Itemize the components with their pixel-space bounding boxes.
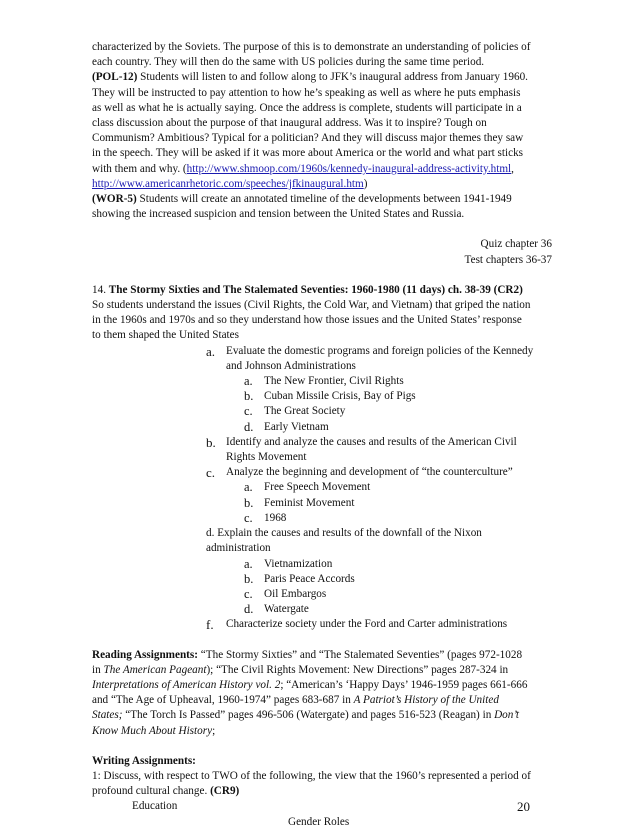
document-page — [92, 40, 552, 830]
outline-item — [206, 344, 552, 374]
sub-list-text: Paris Peace Accords — [264, 572, 355, 585]
text-line: each country. They will then do the same with US policies during the same time period. — [92, 56, 485, 69]
text-line: characterized by the Soviets. The purpose of this is to demonstrate an understanding of policies of — [92, 41, 531, 53]
sub-list-item — [244, 572, 552, 587]
reading-line — [92, 724, 552, 739]
sub-list-item — [244, 374, 552, 389]
reading-line — [92, 693, 552, 708]
sub-list-text: Feminist Movement — [264, 496, 355, 509]
text-line: They will be instructed to pay attention to how he’s speaking as well as where he puts emphasis — [92, 86, 521, 99]
writing-heading — [92, 754, 552, 769]
page-number: 20 — [517, 799, 530, 814]
text-line: Students will create an annotated timeline of the developments between 1941-1949 — [136, 193, 512, 206]
sub-list-text: Oil Embargos — [264, 587, 327, 600]
sub-list-text: Cuban Missile Crisis, Bay of Pigs — [264, 390, 416, 403]
sub-list-marker: b. — [244, 495, 254, 510]
reading-line — [92, 678, 552, 693]
quiz-label: Quiz chapter 36 — [480, 238, 552, 251]
text-line: in the 1960s and 1970s and so they understand how those issues and the United States’ response — [92, 314, 522, 327]
writing-heading-text: Writing Assignments: — [92, 754, 196, 767]
text-line: administration — [206, 542, 271, 555]
outline-text: Analyze the beginning and development of “the counterculture” — [226, 466, 513, 479]
outline-marker: c. — [206, 465, 216, 481]
text-fragment: ; “American’s ‘Happy Days’ 1946-1959 pages 661-666 — [280, 678, 528, 691]
sub-list — [244, 480, 552, 526]
book-title: The American Pageant — [103, 663, 207, 676]
outline-text — [226, 344, 552, 374]
sub-list-item — [244, 602, 552, 617]
text-line: Students will listen to and follow along to JFK’s inaugural address from January 1960. — [137, 71, 528, 84]
sub-list-text: Vietnamization — [264, 557, 333, 570]
wor5-tag: (WOR-5) — [92, 193, 137, 206]
book-title: A Patriot’s History of the United — [353, 694, 499, 707]
text-line: class discussion about the purpose of that inaugural address. Was it to inspire? Tough on — [92, 117, 487, 130]
text-fragment: “The Torch Is Passed” pages 496-506 (Watergate) and pages 516-523 (Reagan) in — [122, 709, 495, 722]
outline-marker: f. — [206, 617, 214, 633]
sub-list-item — [244, 496, 552, 511]
sub-list-text: Early Vietnam — [264, 420, 329, 433]
sub-list-marker: c. — [244, 404, 253, 419]
sub-list-text: 1968 — [264, 511, 287, 524]
text-line: showing the increased suspicion and tension between the United States and Russia. — [92, 208, 465, 221]
sub-list-marker: b. — [244, 389, 254, 404]
sub-list — [244, 374, 552, 435]
text-line: Rights Movement — [226, 451, 307, 464]
text-line: So students understand the issues (Civil Rights, the Cold War, and Vietnam) that griped the nation — [92, 299, 531, 312]
text-fragment: ) — [363, 177, 368, 190]
outline-item — [206, 617, 552, 632]
writing-option-gender-roles: Gender Roles — [288, 815, 350, 828]
shmoop-link[interactable]: http://www.shmoop.com/1960s/kennedy-inaugural-address-activity.html — [186, 162, 512, 175]
text-line: Evaluate the domestic programs and foreign policies of the Kennedy — [226, 344, 534, 357]
unit-number: 14. — [92, 283, 109, 296]
text-line — [92, 784, 552, 799]
sub-list-marker: c. — [244, 510, 253, 525]
sub-list-marker: d. — [244, 602, 254, 617]
pol12-tag: (POL-12) — [92, 71, 138, 84]
text-fragment: “The Stormy Sixties” and “The Stalemated Seventies” (pages 972-1028 — [198, 648, 523, 661]
sub-list-marker: c. — [244, 586, 253, 601]
sub-list-item — [244, 511, 552, 526]
text-fragment: ; — [212, 724, 216, 737]
wor5-paragraph — [92, 192, 552, 207]
sub-list-marker: b. — [244, 571, 254, 586]
sub-list-text: The New Frontier, Civil Rights — [264, 375, 404, 388]
sub-list-item — [244, 420, 552, 435]
book-title: Don’t — [494, 709, 519, 722]
reading-line — [92, 708, 552, 723]
cr9-tag: (CR9) — [210, 785, 240, 798]
text-line: d. Explain the causes and results of the downfall of the Nixon — [206, 527, 482, 540]
outline-text: Characterize society under the Ford and Carter administrations — [226, 618, 508, 631]
text-line — [92, 162, 552, 177]
pol12-paragraph — [92, 70, 552, 85]
objectives-outline — [206, 344, 552, 633]
outline-marker: b. — [206, 434, 216, 450]
reading-line — [92, 663, 552, 678]
text-line: and Johnson Administrations — [226, 359, 356, 372]
sub-list-item — [244, 389, 552, 404]
outline-item — [206, 465, 552, 480]
text-line: in the speech. They will be asked if it was more about America or the world and what part sticks — [92, 147, 524, 160]
text-fragment: , — [511, 162, 514, 175]
book-title: States; — [92, 709, 123, 722]
sub-list-text: Watergate — [264, 603, 309, 616]
outline-text — [226, 435, 552, 465]
sub-list-item — [244, 587, 552, 602]
reading-line — [92, 648, 552, 663]
reading-heading: Reading Assignments: — [92, 648, 198, 661]
sub-list-marker: a. — [244, 556, 253, 571]
sub-list-item — [244, 404, 552, 419]
sub-list-item — [244, 480, 552, 495]
text-fragment: profound cultural change. — [92, 785, 211, 798]
outline-item — [206, 435, 552, 465]
text-fragment: with them and why. ( — [92, 162, 187, 175]
americanrhetoric-link[interactable]: http://www.americanrhetoric.com/speeches/jfkinaugural.htm — [92, 177, 364, 190]
text-line: 1: Discuss, with respect to TWO of the following, the view that the 1960’s represented a period of — [92, 769, 531, 782]
text-line — [92, 177, 552, 192]
sub-list-text: Free Speech Movement — [264, 481, 371, 494]
sub-list — [244, 557, 552, 618]
unit-title: The Stormy Sixties and The Stalemated Seventies: 1960-1980 (11 days) ch. 38-39 (CR2) — [108, 283, 523, 296]
writing-option-education: Education — [132, 800, 178, 813]
book-title: Know Much About History — [92, 724, 213, 737]
sub-list-item — [244, 557, 552, 572]
text-line: to them shaped the United States — [92, 329, 239, 342]
book-title: Interpretations of American History vol. 2 — [92, 678, 281, 691]
sub-list-marker: a. — [244, 374, 253, 389]
text-line: Identify and analyze the causes and results of the American Civil — [226, 435, 517, 448]
text-fragment: ); “The Civil Rights Movement: New Directions” pages 287-324 in — [206, 663, 509, 676]
text-line: as well as what he is actually saying. Once the address is complete, students will participate in a — [92, 101, 522, 114]
unit-heading — [92, 283, 552, 298]
text-line: Communism? Ambitious? Typical for a politician? And they will discuss major themes they saw — [92, 132, 524, 145]
sub-list-marker: d. — [244, 419, 254, 434]
outline-marker: a. — [206, 343, 216, 359]
text-fragment: in — [92, 663, 104, 676]
test-label: Test chapters 36-37 — [464, 253, 552, 266]
text-fragment: and “The Age of Upheaval, 1960-1974” pages 683-687 in — [92, 694, 354, 707]
sub-list-text: The Great Society — [264, 405, 346, 418]
sub-list-marker: a. — [244, 480, 253, 495]
